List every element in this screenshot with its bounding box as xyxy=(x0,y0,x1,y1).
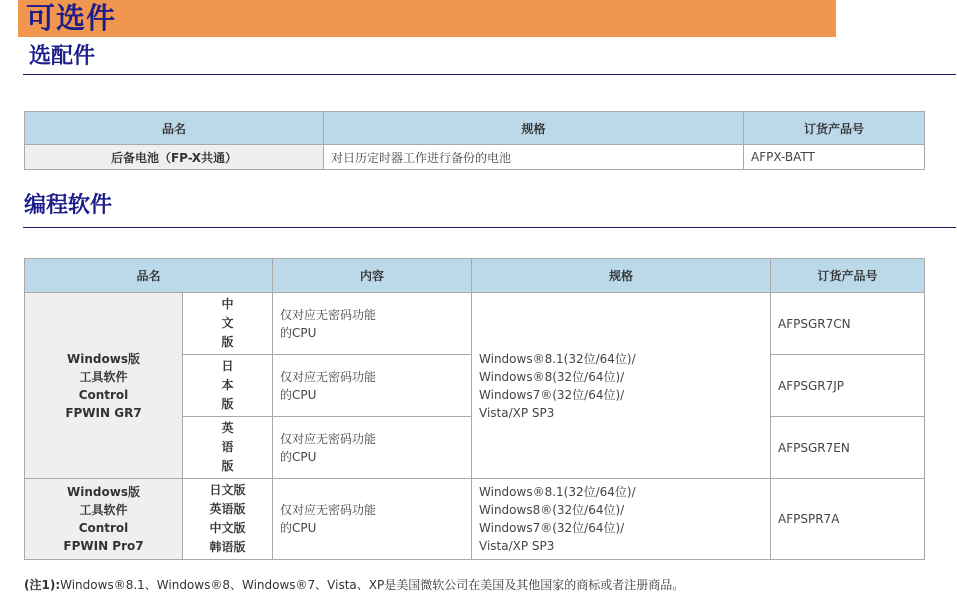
header-spec: 规格 xyxy=(472,259,771,293)
product-langs-pro7: 日文版 英语版 中文版 韩语版 xyxy=(183,479,273,560)
product-order-no: AFPX-BATT xyxy=(744,145,925,170)
header-order-no: 订货产品号 xyxy=(771,259,925,293)
footnote-text: Windows®8.1、Windows®8、Windows®7、Vista、XP是美国微软公司在美国及其他国家的商标或者注册商品。 xyxy=(60,578,685,592)
product-name-gr7: Windows版 工具软件 Control FPWIN GR7 xyxy=(25,293,183,479)
section-title-software: 编程软件 xyxy=(24,193,113,218)
accessories-table xyxy=(24,111,925,170)
table-row xyxy=(25,479,925,560)
page-banner xyxy=(18,0,836,37)
table-header-row xyxy=(25,112,925,145)
product-spec-gr7: Windows®8.1(32位/64位)/ Windows®8(32位/64位)/ Windows7®(32位/64位)/ Vista/XP SP3 xyxy=(472,293,771,479)
product-content-pro7: 仅对应无密码功能 的CPU xyxy=(273,479,472,560)
product-spec: 对日历定时器工作进行备份的电池 xyxy=(324,145,744,170)
variant-content: 仅对应无密码功能 的CPU xyxy=(273,355,472,417)
footnote-label: (注1): xyxy=(24,578,61,592)
product-name: 后备电池（FP-X共通） xyxy=(25,145,324,170)
section-divider-software xyxy=(23,227,956,228)
software-table xyxy=(24,258,925,560)
product-name-pro7: Windows版 工具软件 Control FPWIN Pro7 xyxy=(25,479,183,560)
variant-order-no: AFPSGR7CN xyxy=(771,293,925,355)
header-content: 内容 xyxy=(273,259,472,293)
table-header-row xyxy=(25,259,925,293)
product-spec-pro7: Windows®8.1(32位/64位)/ Windows8®(32位/64位)/ Windows7®(32位/64位)/ Vista/XP SP3 xyxy=(472,479,771,560)
variant-content: 仅对应无密码功能 的CPU xyxy=(273,417,472,479)
product-order-no-pro7: AFPSPR7A xyxy=(771,479,925,560)
header-name: 品名 xyxy=(25,112,324,145)
header-order-no: 订货产品号 xyxy=(744,112,925,145)
header-name: 品名 xyxy=(25,259,273,293)
footnote xyxy=(24,576,684,593)
variant-lang: 英语版 xyxy=(221,421,234,473)
variant-lang: 中文版 xyxy=(221,297,234,349)
section-title-accessories: 选配件 xyxy=(29,44,96,69)
table-row xyxy=(25,293,925,355)
variant-order-no: AFPSGR7EN xyxy=(771,417,925,479)
banner-title: 可选件 xyxy=(26,1,117,35)
table-row xyxy=(25,145,925,170)
variant-order-no: AFPSGR7JP xyxy=(771,355,925,417)
section-divider-accessories xyxy=(23,74,956,75)
variant-content: 仅对应无密码功能 的CPU xyxy=(273,293,472,355)
variant-lang: 日本版 xyxy=(221,359,234,411)
header-spec: 规格 xyxy=(324,112,744,145)
